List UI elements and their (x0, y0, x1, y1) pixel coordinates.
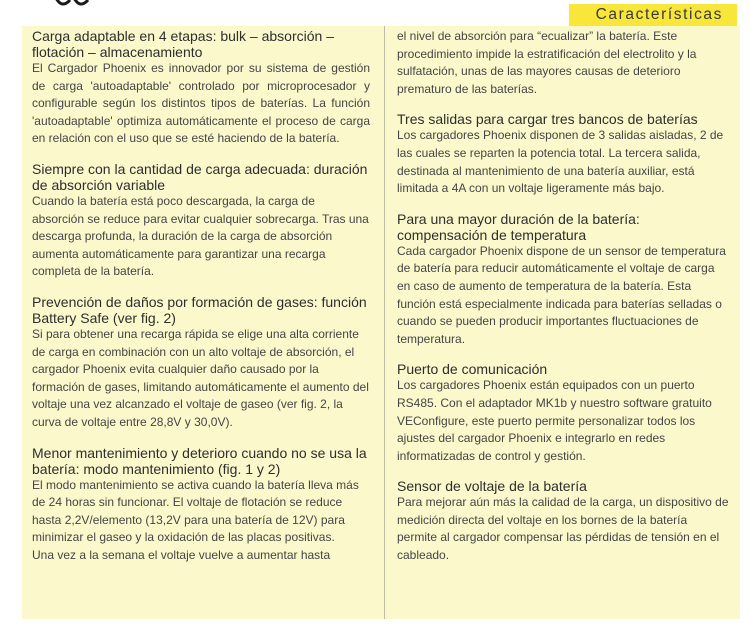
logo-fragment (52, 0, 98, 10)
section-body: El modo mantenimiento se activa cuando la batería lleva más de 24 horas sin funcionar. El voltaje de flotación se reduce hasta 2,2V/elemento (13,2V para una batería de 12V) para minimizar el gaseo y la oxidación de las placas positivas. (32, 477, 359, 545)
section-heading: Menor mantenimiento y deterioro cuando no se usa la batería: modo mantenimiento (fig. 1 y 2) (32, 444, 367, 477)
section-body: Cada cargador Phoenix dispone de un sensor de temperatura de batería para reducir automáticamente el voltaje de carga en caso de aumento de temperatura de la batería. Esta función está especialmente indicada para baterías selladas o cuando se pueden producir importantes fluctuaciones de temperatura. (397, 243, 726, 346)
section-body: Los cargadores Phoenix disponen de 3 salidas aisladas, 2 de las cuales se reparten la potencia total. La tercera salida, destinada al mantenimiento de una batería auxiliar, está limitada a 4A con un voltaje ligeramente más bajo. (397, 128, 724, 196)
feature-section (397, 111, 730, 197)
feature-section (397, 478, 730, 564)
feature-section (32, 445, 370, 565)
section-heading: Carga adaptable en 4 etapas: bulk – absorción – flotación – almacenamiento (32, 28, 334, 60)
feature-section (397, 211, 730, 349)
section-heading: Prevención de daños por formación de gases: función Battery Safe (ver fig. 2) (32, 293, 367, 326)
section-heading: Puerto de comunicación (397, 361, 548, 378)
feature-section (397, 361, 730, 465)
section-body: Los cargadores Phoenix están equipados con un puerto RS485. Con el adaptador MK1b y nuestro software gratuito VEConfigure, este puerto permite personalizar todos los ajustes del cargador Phoenix e integrarlo en redes informatizadas de control y gestión. (397, 378, 712, 463)
section-heading: Para una mayor duración de la batería: compensación de temperatura (397, 210, 640, 243)
section-heading: Siempre con la cantidad de carga adecuada: duración de absorción variable (32, 160, 368, 193)
feature-section (32, 294, 370, 432)
feature-section (32, 28, 370, 148)
section-body: El Cargador Phoenix es innovador por su sistema de gestión de carga 'autoadaptable' controlado por microprocesador y configurable según los distintos tipos de baterías. La función 'autoadaptable' optimiza automáticamente el proceso de carga en relación con el uso que se esté haciendo de la batería. (32, 61, 370, 146)
section-heading: Sensor de voltaje de la batería (397, 478, 587, 495)
continued-paragraph: el nivel de absorción para “ecualizar” la batería. Este procedimiento impide la estratificación del electrolito y la sulfatación, unas de las mayores causas de deterioro prematuro de las baterías. (397, 29, 697, 96)
section-tab (569, 4, 737, 26)
section-tab-label: Características (595, 6, 723, 23)
section-body: Si para obtener una recarga rápida se elige una alta corriente de carga en combinación con un alto voltaje de absorción, el cargador Phoenix evita cualquier daño causado por la formación de gases, limitando automáticamente el aumento del voltaje una vez alcanzado el voltaje de gaseo (ver fig. 2, la curva de voltaje entre 28,8V y 30,0V). (32, 326, 369, 429)
section-body: Para mejorar aún más la calidad de la carga, un dispositivo de medición directa del voltaje en los bornes de la batería permite al cargador compensar las pérdidas de tensión en el cableado. (397, 495, 729, 563)
section-body: Cuando la batería está poco descargada, la carga de absorción se reduce para evitar cualquier sobrecarga. Tras una descarga profunda, la duración de la carga de absorción aumenta automáticamente para garantizar una recarga completa de la batería. (32, 193, 369, 279)
column-divider (384, 26, 385, 619)
section-heading: Tres salidas para cargar tres bancos de baterías (397, 111, 698, 128)
section-body: Una vez a la semana el voltaje vuelve a aumentar hasta (32, 547, 331, 562)
right-column (397, 28, 730, 578)
feature-section (32, 161, 370, 281)
left-column (32, 28, 370, 577)
